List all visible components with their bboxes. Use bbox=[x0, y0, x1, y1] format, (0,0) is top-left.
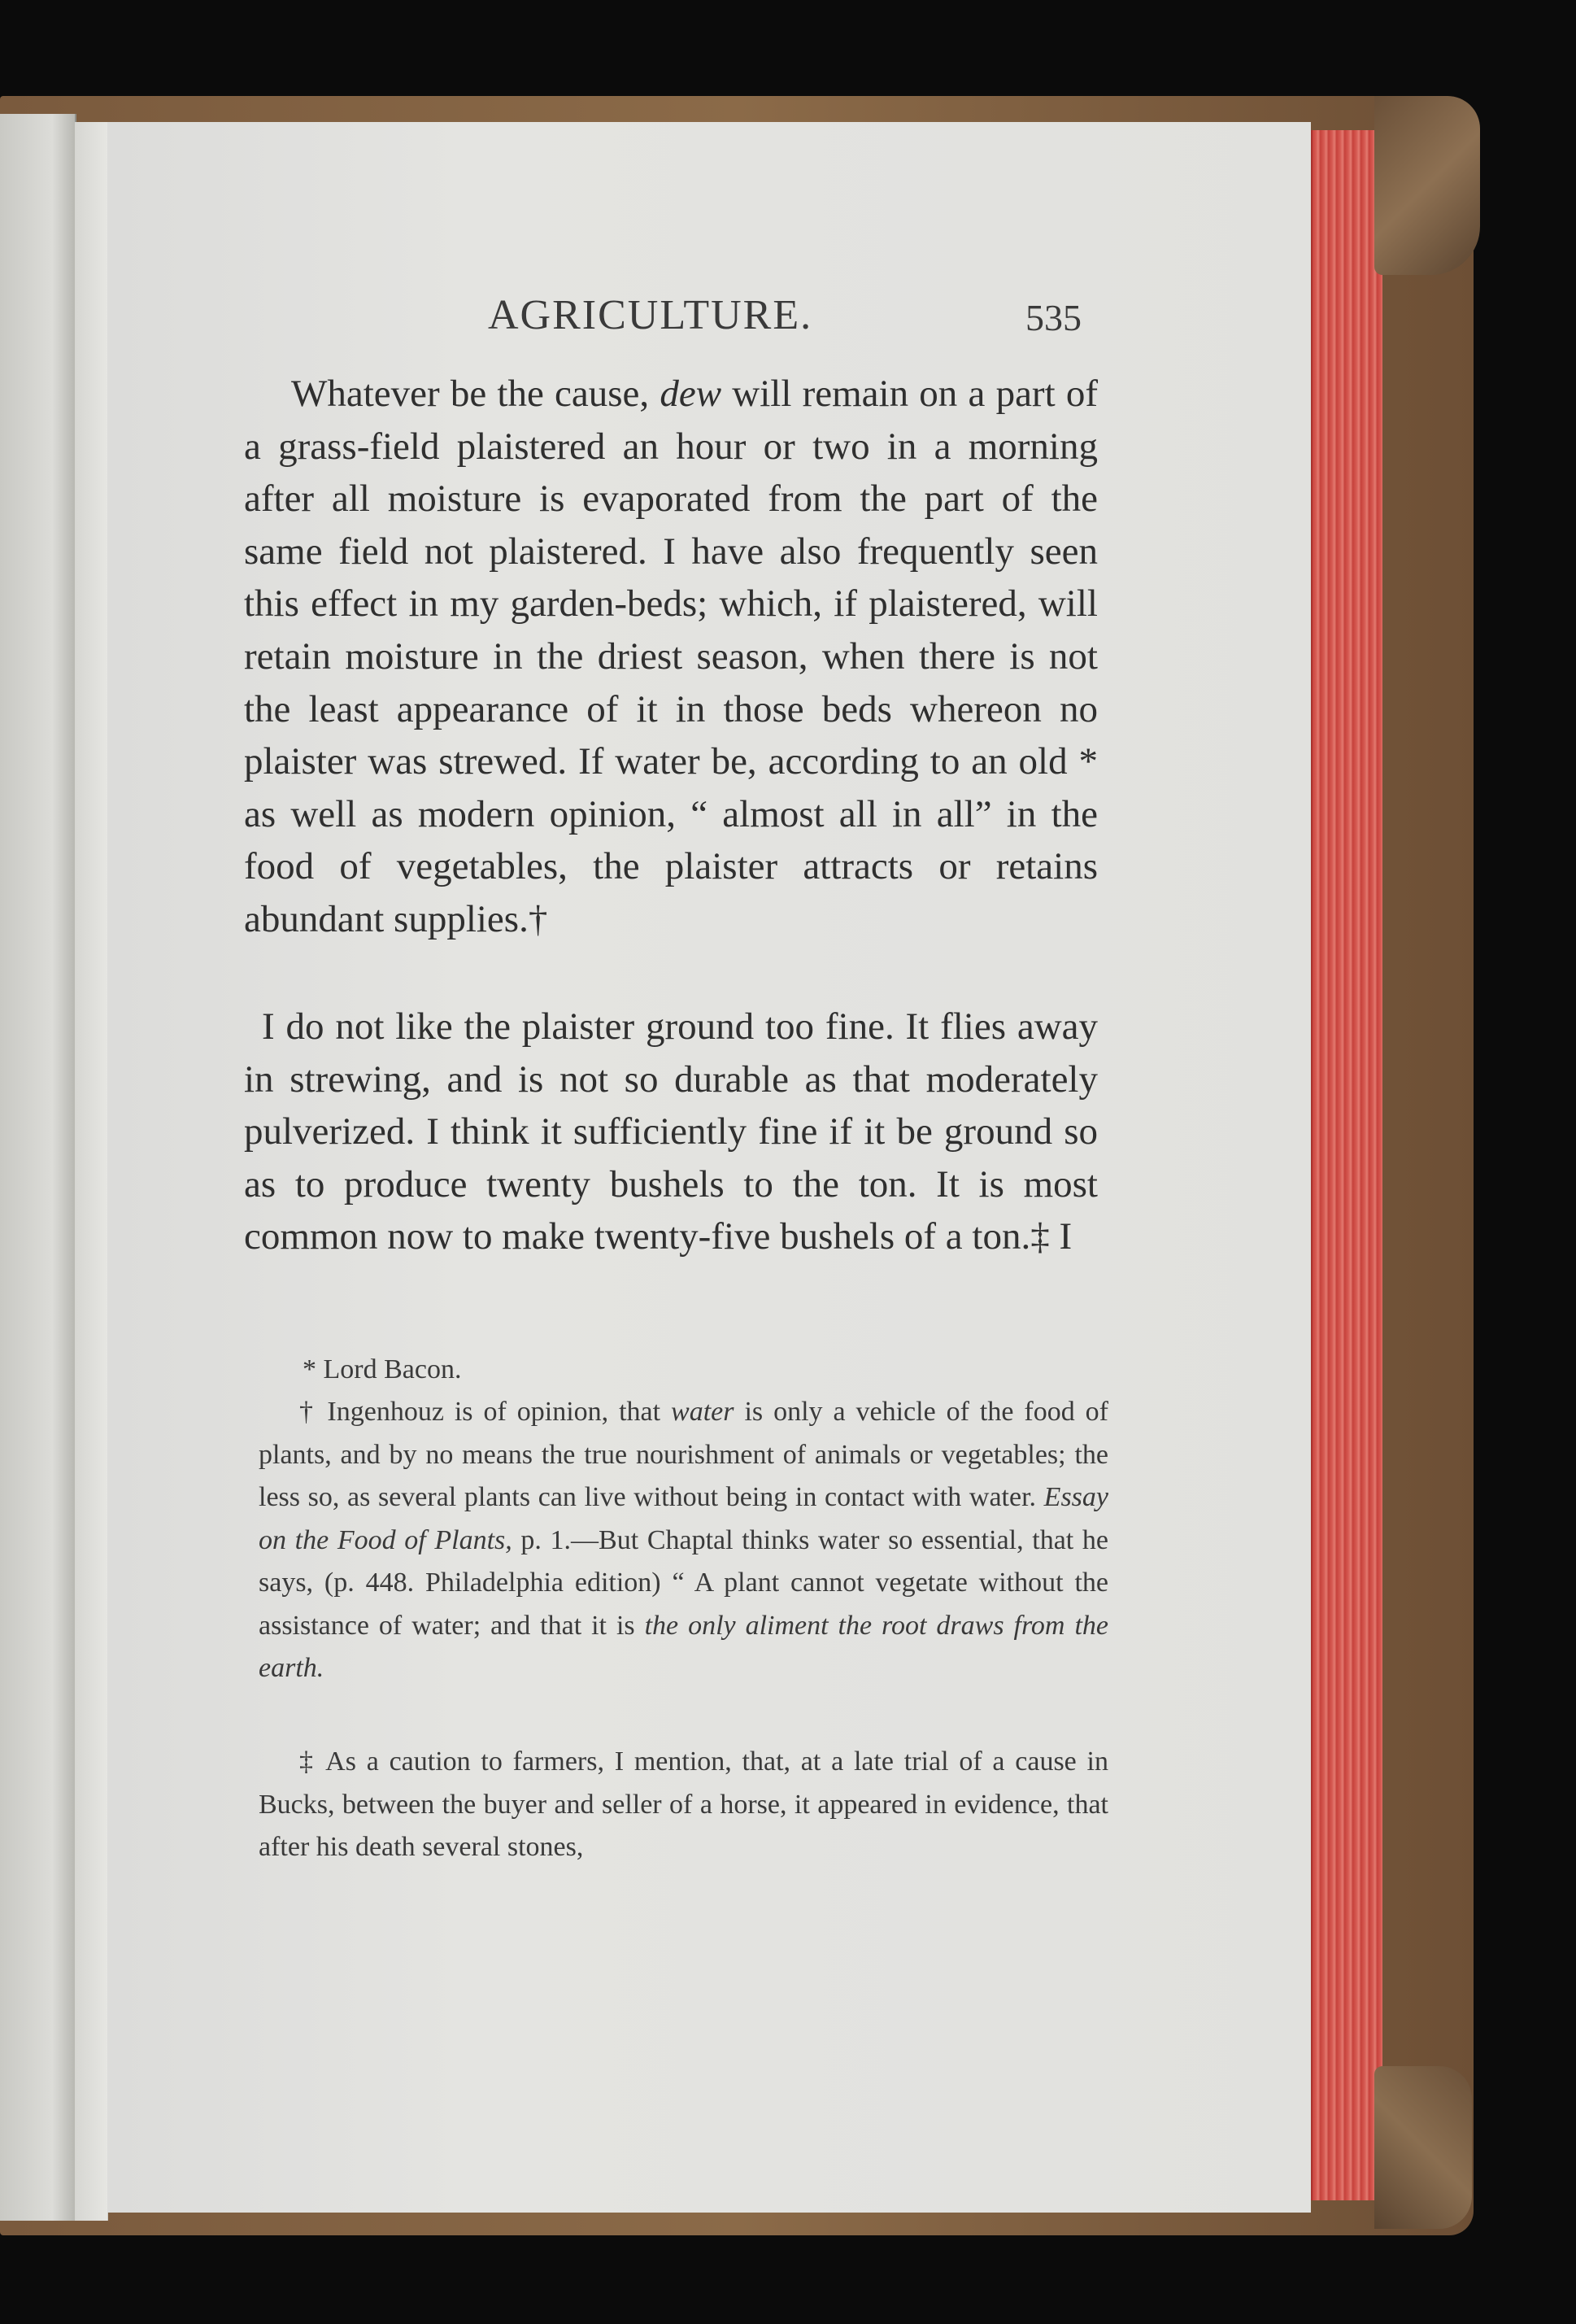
running-head bbox=[488, 291, 1090, 348]
footnote-1: * Lord Bacon. bbox=[303, 1354, 462, 1384]
page-number: 535 bbox=[1025, 297, 1082, 338]
footnote-3: ‡ As a caution to farmers, I mention, that, at a late trial of a cause in Bucks, between the buyer and seller of a horse, it appeared in evidence, that after his death several stones, bbox=[259, 1746, 1108, 1862]
page-gutter bbox=[75, 122, 108, 2221]
footnote-2-e: p. 1.—But Chaptal thinks water so essential, that he says, (p. 448. Philadelphia edition) “ A plant cannot vegetate without the assistance of water; and that it is bbox=[259, 1524, 1108, 1641]
left-page-edge bbox=[0, 114, 76, 2221]
footnote-2-b: water bbox=[671, 1397, 734, 1427]
footnote-2-a: † Ingenhouz is of opinion, that bbox=[299, 1397, 672, 1427]
worn-corner-bottom bbox=[1374, 2066, 1472, 2229]
paragraph-1 bbox=[244, 368, 1098, 946]
paragraph-1-rest: will remain on a part of a grass-field plaistered an hour or two in a morning after all moisture is evaporated from the part of the same field not plaistered. I have also frequently seen this effect in my garden-beds; which, if plaistered, will retain moisture in the driest season, when there is not the least appearance of it in those beds whereon no plaister was strewed. If water be, according to an old * as well as modern opinion, “ almost all in all” in the food of vegetables, the plaister attracts or retains abundant supplies.† bbox=[244, 373, 1098, 940]
footnote-2 bbox=[259, 1391, 1108, 1690]
footnote-2-c: is only a vehicle of the food of plants, and by no means the true nourishment of animals or vegetables; the less so, as several plants can live without being in contact with water. bbox=[259, 1397, 1108, 1512]
paragraph-1-start: Whatever be the cause, bbox=[291, 373, 660, 415]
running-title: AGRICULTURE. bbox=[488, 292, 813, 338]
footnote-2-d: Essay on the Food of Plants, bbox=[259, 1482, 1108, 1555]
paragraph-1-italic: dew bbox=[660, 373, 722, 415]
paragraph-2: I do not like the plaister ground too fine. It flies away in strewing, and is not so durable as that moderately pulverized. I think it sufficiently fine if it be ground so as to produce twenty bushels to the ton. It is most common now to make twenty-five bushels of a ton.‡ I bbox=[244, 1005, 1098, 1258]
red-page-edge bbox=[1311, 130, 1382, 2200]
footnote-2-f: the only aliment the root draws from the earth. bbox=[259, 1610, 1108, 1683]
worn-corner-top bbox=[1374, 96, 1480, 275]
